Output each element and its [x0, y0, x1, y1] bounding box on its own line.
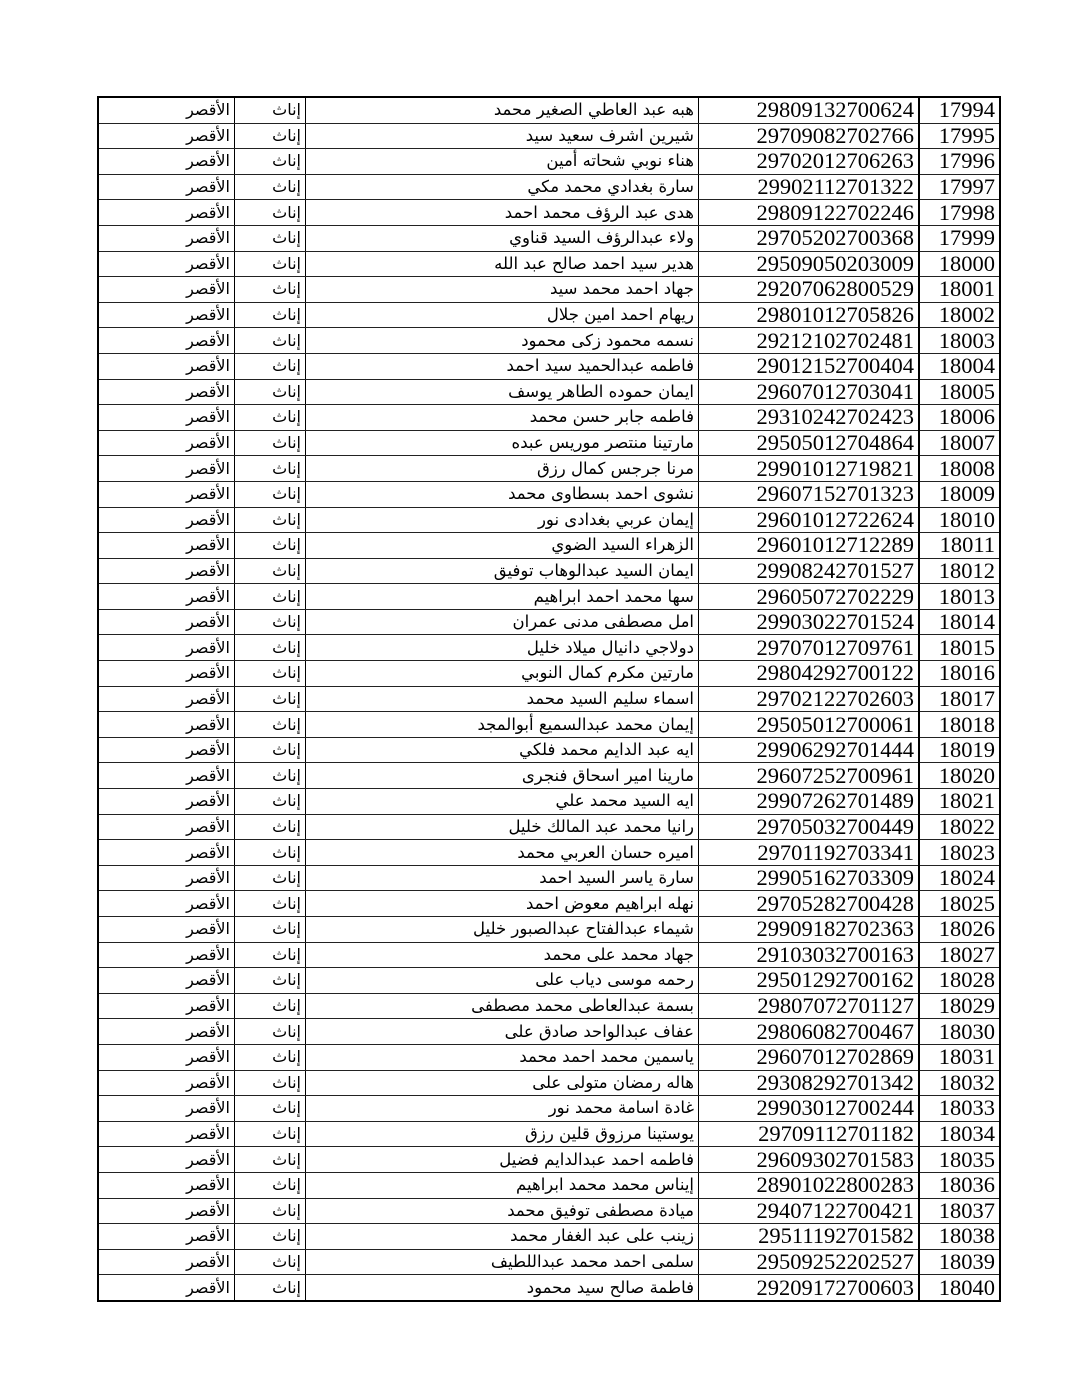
serial-number-cell: 18003 [919, 328, 1000, 354]
serial-number-cell: 18034 [919, 1121, 1000, 1147]
national-id-cell: 29607012702869 [699, 1044, 920, 1070]
table-row [98, 1147, 1000, 1173]
table-row [98, 174, 1000, 200]
gender-cell: إناث [235, 1096, 306, 1122]
serial-number-cell: 18018 [919, 712, 1000, 738]
governorate-cell: الأقصر [98, 1044, 235, 1070]
governorate-cell: الأقصر [98, 353, 235, 379]
gender-cell: إناث [235, 353, 306, 379]
serial-number-cell: 18026 [919, 917, 1000, 943]
name-cell: شيرين اشرف سعيد سيد [306, 123, 699, 149]
name-cell: سها محمد احمد ابراهيم [306, 584, 699, 610]
serial-number-cell: 18013 [919, 584, 1000, 610]
gender-cell: إناث [235, 1070, 306, 1096]
gender-cell: إناث [235, 405, 306, 431]
national-id-cell: 29012152700404 [699, 353, 920, 379]
gender-cell: إناث [235, 456, 306, 482]
governorate-cell: الأقصر [98, 456, 235, 482]
governorate-cell: الأقصر [98, 942, 235, 968]
name-cell: هدير سيد احمد صالح عبد الله [306, 251, 699, 277]
national-id-cell: 29511192701582 [699, 1224, 920, 1250]
governorate-cell: الأقصر [98, 1147, 235, 1173]
governorate-cell: الأقصر [98, 149, 235, 175]
name-cell: دولاجي دانيال ميلاد خليل [306, 635, 699, 661]
name-cell: بسمة عبدالعاطى محمد مصطفى [306, 993, 699, 1019]
governorate-cell: الأقصر [98, 1172, 235, 1198]
serial-number-cell: 18040 [919, 1275, 1000, 1301]
serial-number-cell: 18008 [919, 456, 1000, 482]
table-row [98, 1044, 1000, 1070]
governorate-cell: الأقصر [98, 1070, 235, 1096]
table-row [98, 865, 1000, 891]
gender-cell: إناث [235, 1275, 306, 1301]
gender-cell: إناث [235, 277, 306, 303]
gender-cell: إناث [235, 891, 306, 917]
name-cell: رحمه موسى دياب على [306, 968, 699, 994]
national-id-cell: 29801012705826 [699, 302, 920, 328]
table-row [98, 686, 1000, 712]
national-id-cell: 29702122702603 [699, 686, 920, 712]
serial-number-cell: 18004 [919, 353, 1000, 379]
table-row [98, 97, 1000, 123]
national-id-cell: 29903022701524 [699, 609, 920, 635]
table-row [98, 968, 1000, 994]
governorate-cell: الأقصر [98, 507, 235, 533]
national-id-cell: 29707012709761 [699, 635, 920, 661]
table-row [98, 661, 1000, 687]
governorate-cell: الأقصر [98, 1224, 235, 1250]
governorate-cell: الأقصر [98, 123, 235, 149]
serial-number-cell: 18031 [919, 1044, 1000, 1070]
table-row [98, 149, 1000, 175]
name-cell: امل مصطفى مدنى عمران [306, 609, 699, 635]
governorate-cell: الأقصر [98, 686, 235, 712]
national-id-cell: 29709112701182 [699, 1121, 920, 1147]
name-cell: ايمان السيد عبدالوهاب توفيق [306, 558, 699, 584]
serial-number-cell: 18017 [919, 686, 1000, 712]
gender-cell: إناث [235, 225, 306, 251]
table-row [98, 584, 1000, 610]
governorate-cell: الأقصر [98, 558, 235, 584]
serial-number-cell: 18027 [919, 942, 1000, 968]
table-row [98, 917, 1000, 943]
gender-cell: إناث [235, 1044, 306, 1070]
gender-cell: إناث [235, 1147, 306, 1173]
national-id-cell: 29903012700244 [699, 1096, 920, 1122]
gender-cell: إناث [235, 1224, 306, 1250]
gender-cell: إناث [235, 507, 306, 533]
national-id-cell: 29906292701444 [699, 737, 920, 763]
gender-cell: إناث [235, 814, 306, 840]
name-cell: فاطمه جابر حسن محمد [306, 405, 699, 431]
serial-number-cell: 18020 [919, 763, 1000, 789]
national-id-cell: 29804292700122 [699, 661, 920, 687]
table-row [98, 1096, 1000, 1122]
gender-cell: إناث [235, 1172, 306, 1198]
serial-number-cell: 18033 [919, 1096, 1000, 1122]
table-row [98, 635, 1000, 661]
name-cell: مرنا جرجس كمال رزق [306, 456, 699, 482]
serial-number-cell: 18032 [919, 1070, 1000, 1096]
table-row [98, 251, 1000, 277]
table-row [98, 1121, 1000, 1147]
serial-number-cell: 18002 [919, 302, 1000, 328]
governorate-cell: الأقصر [98, 661, 235, 687]
governorate-cell: الأقصر [98, 225, 235, 251]
table-row [98, 1224, 1000, 1250]
serial-number-cell: 18029 [919, 993, 1000, 1019]
governorate-cell: الأقصر [98, 251, 235, 277]
serial-number-cell: 18007 [919, 430, 1000, 456]
name-cell: اسماء سليم السيد محمد [306, 686, 699, 712]
governorate-cell: الأقصر [98, 200, 235, 226]
gender-cell: إناث [235, 993, 306, 1019]
governorate-cell: الأقصر [98, 1249, 235, 1275]
governorate-cell: الأقصر [98, 814, 235, 840]
serial-number-cell: 18037 [919, 1198, 1000, 1224]
gender-cell: إناث [235, 917, 306, 943]
governorate-cell: الأقصر [98, 1019, 235, 1045]
serial-number-cell: 18006 [919, 405, 1000, 431]
gender-cell: إناث [235, 840, 306, 866]
name-cell: مارتينا منتصر موريس عبده [306, 430, 699, 456]
serial-number-cell: 17997 [919, 174, 1000, 200]
national-id-cell: 29601012712289 [699, 533, 920, 559]
gender-cell: إناث [235, 251, 306, 277]
governorate-cell: الأقصر [98, 789, 235, 815]
table-row [98, 123, 1000, 149]
gender-cell: إناث [235, 737, 306, 763]
name-cell: نشوى احمد بسطاوى محمد [306, 481, 699, 507]
table-row [98, 789, 1000, 815]
table-row [98, 430, 1000, 456]
name-cell: سارة بغدادي محمد مكي [306, 174, 699, 200]
gender-cell: إناث [235, 1249, 306, 1275]
governorate-cell: الأقصر [98, 533, 235, 559]
table-row [98, 558, 1000, 584]
governorate-cell: الأقصر [98, 737, 235, 763]
table-row [98, 200, 1000, 226]
national-id-cell: 29905162703309 [699, 865, 920, 891]
table-row [98, 737, 1000, 763]
gender-cell: إناث [235, 661, 306, 687]
governorate-cell: الأقصر [98, 840, 235, 866]
gender-cell: إناث [235, 942, 306, 968]
gender-cell: إناث [235, 149, 306, 175]
national-id-cell: 29308292701342 [699, 1070, 920, 1096]
national-id-cell: 29609302701583 [699, 1147, 920, 1173]
serial-number-cell: 18001 [919, 277, 1000, 303]
gender-cell: إناث [235, 430, 306, 456]
table-row [98, 353, 1000, 379]
gender-cell: إناث [235, 968, 306, 994]
national-id-cell: 29509252202527 [699, 1249, 920, 1275]
serial-number-cell: 17998 [919, 200, 1000, 226]
governorate-cell: الأقصر [98, 891, 235, 917]
name-cell: نسمه محمود زكى محمود [306, 328, 699, 354]
governorate-cell: الأقصر [98, 328, 235, 354]
gender-cell: إناث [235, 763, 306, 789]
national-id-cell: 29310242702423 [699, 405, 920, 431]
name-cell: هاله رمضان متولى على [306, 1070, 699, 1096]
name-cell: يوستينا مرزوق قلين رزق [306, 1121, 699, 1147]
serial-number-cell: 18015 [919, 635, 1000, 661]
table-row [98, 328, 1000, 354]
national-id-cell: 29501292700162 [699, 968, 920, 994]
gender-cell: إناث [235, 379, 306, 405]
governorate-cell: الأقصر [98, 609, 235, 635]
table-row [98, 379, 1000, 405]
gender-cell: إناث [235, 200, 306, 226]
national-id-cell: 29709082702766 [699, 123, 920, 149]
table-row [98, 507, 1000, 533]
governorate-cell: الأقصر [98, 712, 235, 738]
national-id-cell: 29907262701489 [699, 789, 920, 815]
governorate-cell: الأقصر [98, 302, 235, 328]
governorate-cell: الأقصر [98, 763, 235, 789]
governorate-cell: الأقصر [98, 174, 235, 200]
gender-cell: إناث [235, 712, 306, 738]
serial-number-cell: 18035 [919, 1147, 1000, 1173]
national-id-cell: 29103032700163 [699, 942, 920, 968]
serial-number-cell: 18005 [919, 379, 1000, 405]
name-cell: هدى عبد الرؤف محمد احمد [306, 200, 699, 226]
table-row [98, 891, 1000, 917]
governorate-cell: الأقصر [98, 379, 235, 405]
serial-number-cell: 18009 [919, 481, 1000, 507]
table-row [98, 405, 1000, 431]
national-id-cell: 29809122702246 [699, 200, 920, 226]
gender-cell: إناث [235, 97, 306, 123]
name-cell: ولاء عبدالرؤف السيد قناوي [306, 225, 699, 251]
table-row [98, 481, 1000, 507]
name-cell: إيمان عربي بغدادى نور [306, 507, 699, 533]
name-cell: سلمى احمد محمد عبداللطيف [306, 1249, 699, 1275]
governorate-cell: الأقصر [98, 584, 235, 610]
serial-number-cell: 18024 [919, 865, 1000, 891]
national-id-cell: 29902112701322 [699, 174, 920, 200]
national-id-cell: 29212102702481 [699, 328, 920, 354]
table-row [98, 456, 1000, 482]
national-id-cell: 29705202700368 [699, 225, 920, 251]
serial-number-cell: 18021 [919, 789, 1000, 815]
name-cell: ياسمين محمد احمد محمد [306, 1044, 699, 1070]
national-id-cell: 29509050203009 [699, 251, 920, 277]
gender-cell: إناث [235, 686, 306, 712]
serial-number-cell: 18039 [919, 1249, 1000, 1275]
table-row [98, 302, 1000, 328]
table-row [98, 814, 1000, 840]
table-row [98, 609, 1000, 635]
national-id-cell: 29702012706263 [699, 149, 920, 175]
table-row [98, 1172, 1000, 1198]
gender-cell: إناث [235, 1121, 306, 1147]
table-row [98, 712, 1000, 738]
governorate-cell: الأقصر [98, 1275, 235, 1301]
table-row [98, 533, 1000, 559]
national-id-cell: 28901022800283 [699, 1172, 920, 1198]
serial-number-cell: 18036 [919, 1172, 1000, 1198]
table-row [98, 993, 1000, 1019]
gender-cell: إناث [235, 609, 306, 635]
governorate-cell: الأقصر [98, 481, 235, 507]
gender-cell: إناث [235, 302, 306, 328]
serial-number-cell: 18010 [919, 507, 1000, 533]
national-id-cell: 29909182702363 [699, 917, 920, 943]
serial-number-cell: 18012 [919, 558, 1000, 584]
national-id-cell: 29705032700449 [699, 814, 920, 840]
gender-cell: إناث [235, 584, 306, 610]
governorate-cell: الأقصر [98, 430, 235, 456]
table-row [98, 1070, 1000, 1096]
name-cell: الزهراء السيد الضوي [306, 533, 699, 559]
gender-cell: إناث [235, 328, 306, 354]
national-id-cell: 29701192703341 [699, 840, 920, 866]
table-row [98, 942, 1000, 968]
table-row [98, 1275, 1000, 1301]
name-cell: ميادة مصطفى توفيق محمد [306, 1198, 699, 1224]
serial-number-cell: 18028 [919, 968, 1000, 994]
table-row [98, 1198, 1000, 1224]
name-cell: فاطمه احمد عبدالدايم فضيل [306, 1147, 699, 1173]
name-cell: مارينا امير اسحاق فنجرى [306, 763, 699, 789]
name-cell: ايه عبد الدايم محمد فلكي [306, 737, 699, 763]
table-row [98, 840, 1000, 866]
serial-number-cell: 18038 [919, 1224, 1000, 1250]
table-row [98, 1249, 1000, 1275]
national-id-cell: 29601012722624 [699, 507, 920, 533]
name-cell: إيمان محمد عبدالسميع أبوالمجد [306, 712, 699, 738]
serial-number-cell: 18019 [919, 737, 1000, 763]
name-cell: جهاد احمد محمد سيد [306, 277, 699, 303]
name-cell: رانيا محمد عبد المالك خليل [306, 814, 699, 840]
name-cell: غادة اسامة محمد نور [306, 1096, 699, 1122]
name-cell: هناء نوبي شحاته أمين [306, 149, 699, 175]
national-id-cell: 29605072702229 [699, 584, 920, 610]
national-id-cell: 29908242701527 [699, 558, 920, 584]
governorate-cell: الأقصر [98, 865, 235, 891]
serial-number-cell: 18023 [919, 840, 1000, 866]
name-cell: فاطمه عبدالحميد سيد احمد [306, 353, 699, 379]
national-id-cell: 29807072701127 [699, 993, 920, 1019]
gender-cell: إناث [235, 635, 306, 661]
name-cell: شيماء عبدالفتاح عبدالصبور خليل [306, 917, 699, 943]
serial-number-cell: 17995 [919, 123, 1000, 149]
governorate-cell: الأقصر [98, 1096, 235, 1122]
name-cell: ايه السيد محمد علي [306, 789, 699, 815]
name-cell: هبه عبد العاطي الصغير محمد [306, 97, 699, 123]
serial-number-cell: 18014 [919, 609, 1000, 635]
national-id-cell: 29209172700603 [699, 1275, 920, 1301]
national-id-cell: 29806082700467 [699, 1019, 920, 1045]
serial-number-cell: 18022 [919, 814, 1000, 840]
governorate-cell: الأقصر [98, 635, 235, 661]
records-table-body [98, 97, 1000, 1301]
national-id-cell: 29505012700061 [699, 712, 920, 738]
records-table [97, 96, 1001, 1302]
serial-number-cell: 17994 [919, 97, 1000, 123]
national-id-cell: 29505012704864 [699, 430, 920, 456]
governorate-cell: الأقصر [98, 405, 235, 431]
serial-number-cell: 18025 [919, 891, 1000, 917]
name-cell: ريهام احمد امين جلال [306, 302, 699, 328]
name-cell: نهله ابراهيم معوض احمد [306, 891, 699, 917]
table-row [98, 225, 1000, 251]
serial-number-cell: 18016 [919, 661, 1000, 687]
gender-cell: إناث [235, 174, 306, 200]
national-id-cell: 29809132700624 [699, 97, 920, 123]
table-row [98, 763, 1000, 789]
gender-cell: إناث [235, 1198, 306, 1224]
national-id-cell: 29607152701323 [699, 481, 920, 507]
table-row [98, 277, 1000, 303]
name-cell: اميره حسان العربي محمد [306, 840, 699, 866]
national-id-cell: 29901012719821 [699, 456, 920, 482]
gender-cell: إناث [235, 481, 306, 507]
serial-number-cell: 18000 [919, 251, 1000, 277]
name-cell: سارة ياسر السيد احمد [306, 865, 699, 891]
national-id-cell: 29607252700961 [699, 763, 920, 789]
serial-number-cell: 17999 [919, 225, 1000, 251]
governorate-cell: الأقصر [98, 1121, 235, 1147]
name-cell: عفاف عبدالواحد صادق على [306, 1019, 699, 1045]
name-cell: إيناس محمد محمد ابراهيم [306, 1172, 699, 1198]
name-cell: زينب على عبد الغفار محمد [306, 1224, 699, 1250]
gender-cell: إناث [235, 533, 306, 559]
governorate-cell: الأقصر [98, 97, 235, 123]
national-id-cell: 29207062800529 [699, 277, 920, 303]
gender-cell: إناث [235, 789, 306, 815]
national-id-cell: 29407122700421 [699, 1198, 920, 1224]
governorate-cell: الأقصر [98, 968, 235, 994]
gender-cell: إناث [235, 865, 306, 891]
governorate-cell: الأقصر [98, 917, 235, 943]
governorate-cell: الأقصر [98, 277, 235, 303]
gender-cell: إناث [235, 1019, 306, 1045]
name-cell: ايمان حموده الطاهر يوسف [306, 379, 699, 405]
gender-cell: إناث [235, 558, 306, 584]
gender-cell: إناث [235, 123, 306, 149]
national-id-cell: 29607012703041 [699, 379, 920, 405]
governorate-cell: الأقصر [98, 993, 235, 1019]
name-cell: جهاد محمد على محمد [306, 942, 699, 968]
governorate-cell: الأقصر [98, 1198, 235, 1224]
name-cell: فاطمة صالح سيد محمود [306, 1275, 699, 1301]
serial-number-cell: 18030 [919, 1019, 1000, 1045]
name-cell: مارتين مكرم كمال النوبي [306, 661, 699, 687]
serial-number-cell: 18011 [919, 533, 1000, 559]
serial-number-cell: 17996 [919, 149, 1000, 175]
national-id-cell: 29705282700428 [699, 891, 920, 917]
table-row [98, 1019, 1000, 1045]
